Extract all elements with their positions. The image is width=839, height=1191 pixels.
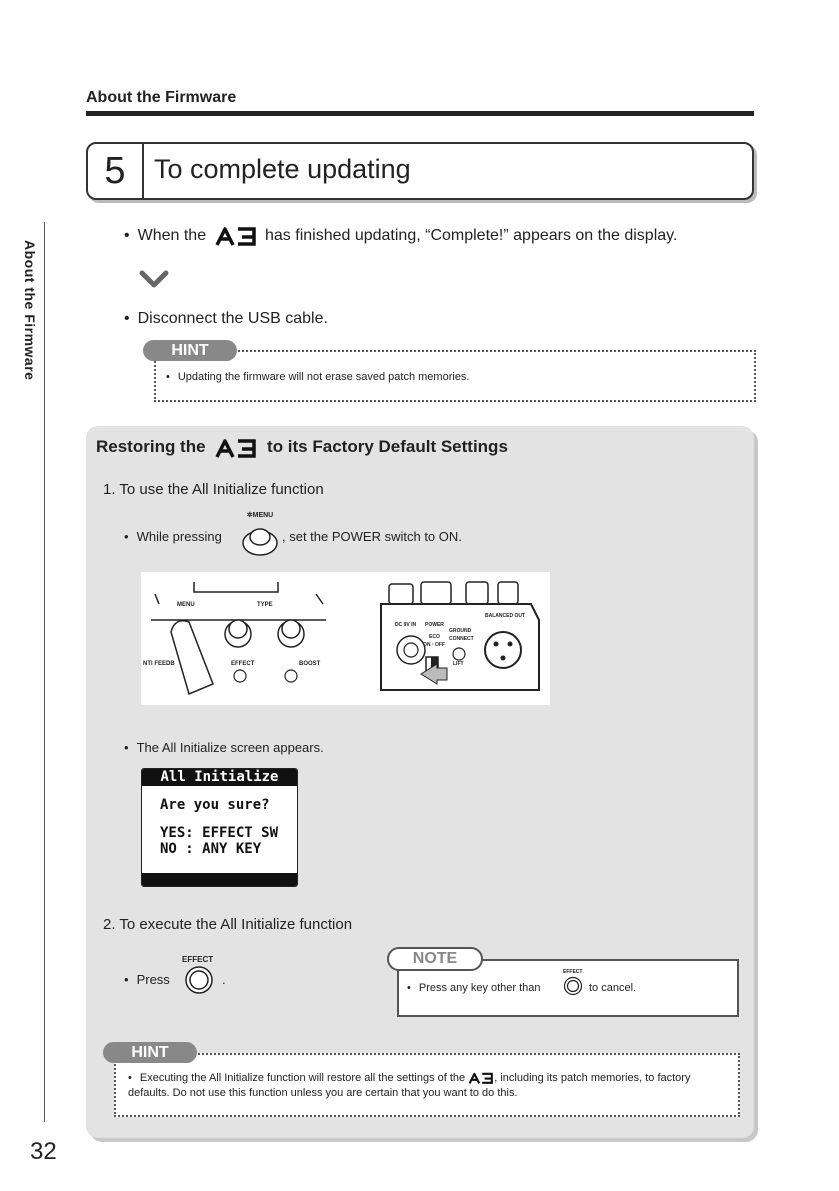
note-text-post: to cancel. — [589, 982, 637, 994]
screen-appears-bullet: • The All Initialize screen appears. — [124, 740, 324, 755]
photo-balanced-label: BALANCED OUT — [485, 613, 525, 619]
device-illustration — [141, 572, 550, 705]
device-drawing — [141, 572, 550, 705]
while-pressing-post: , set the POWER switch to ON. — [282, 529, 462, 544]
step-number: 5 — [88, 144, 144, 198]
photo-effect-label: EFFECT — [231, 661, 255, 667]
side-rule — [44, 222, 45, 1122]
note-text: • Press any key other than — [407, 982, 541, 994]
a3-logo-icon — [468, 1072, 494, 1084]
disconnect-text: Disconnect the USB cable. — [137, 310, 328, 327]
photo-menu-label: MENU — [177, 602, 195, 608]
effect-label: EFFECT — [182, 955, 214, 964]
effect-footswitch-icon — [563, 976, 583, 996]
footswitch-icon — [240, 521, 280, 557]
sub-heading-1: 1. To use the All Initialize function — [103, 481, 324, 498]
section-rule — [86, 111, 754, 116]
screen-appears-text: The All Initialize screen appears. — [136, 740, 324, 755]
sub-heading-2: 2. To execute the All Initialize function — [103, 916, 353, 933]
lcd-footer — [142, 873, 297, 886]
menu-switch — [240, 511, 280, 559]
press-bullet: • Press — [124, 972, 170, 987]
effect-footswitch-icon — [184, 965, 214, 995]
section-title: About the Firmware — [86, 89, 237, 106]
menu-label: MENU — [252, 512, 274, 519]
lcd-title: All Initialize — [142, 769, 297, 786]
hint-text-content: Updating the firmware will not erase saved patch memories. — [177, 371, 470, 383]
gear-icon: ✲ — [246, 512, 253, 519]
restore-title — [96, 437, 508, 458]
lcd-line-2: YES: EFFECT SW — [160, 825, 279, 841]
note-label: NOTE — [387, 947, 483, 971]
lcd-line-1: Are you sure? — [160, 797, 270, 813]
bullet-text-post: has finished updating, “Complete!” appears on the display. — [265, 227, 678, 245]
photo-power-label: POWER — [425, 622, 444, 628]
photo-boost-label: BOOST — [299, 661, 321, 667]
a3-logo-icon — [215, 226, 257, 246]
hint-label: HINT — [143, 340, 237, 361]
photo-ground-label: GROUND — [449, 628, 472, 634]
bullet-text-pre: When the — [137, 227, 207, 245]
side-label: About the Firmware — [22, 240, 38, 381]
photo-feedback-label: NTI FEEDB — [143, 661, 175, 667]
hint-2-post: , including its patch memories, to factory defaults. Do not use this function unless you are certain that you want to do this. — [128, 1072, 691, 1099]
press-text: Press — [136, 972, 170, 987]
lcd-screen — [141, 768, 298, 887]
page-number: 32 — [30, 1138, 57, 1165]
hint-2-pre: Executing the All Initialize function will restore all the settings of the — [139, 1072, 466, 1084]
step-heading — [86, 142, 754, 200]
hint-text-2: • Executing the All Initialize function will restore all the settings of the , including its patch memories, to factory defaults. Do not use this function unless you are certain that you want to do this. — [128, 1072, 691, 1099]
while-pressing-bullet: • While pressing — [124, 529, 222, 544]
photo-onoff-label: ON · OFF — [423, 642, 445, 648]
chevron-down-icon — [139, 270, 169, 288]
while-pressing-pre: While pressing — [136, 529, 222, 544]
press-period: . — [222, 972, 226, 987]
photo-type-label: TYPE — [257, 602, 273, 608]
restore-title-post: to its Factory Default Settings — [267, 437, 508, 456]
restore-title-pre: Restoring the — [96, 437, 206, 456]
photo-connect-label: CONNECT — [449, 636, 474, 642]
note-text-pre: Press any key other than — [418, 982, 541, 994]
complete-bullet: • When the has finished updating, “Complete!” appears on the display. — [124, 227, 678, 245]
a3-logo-icon — [214, 438, 258, 458]
photo-eco-label: ECO — [429, 634, 440, 640]
disconnect-bullet: • Disconnect the USB cable. — [124, 310, 328, 327]
hint-label-2: HINT — [103, 1042, 197, 1063]
lcd-line-3: NO : ANY KEY — [160, 841, 262, 857]
photo-dc-label: DC 9V IN — [395, 622, 417, 628]
hint-text: • Updating the firmware will not erase saved patch memories. — [166, 371, 470, 383]
step-title: To complete updating — [154, 154, 411, 184]
note-effect-label: EFFECT — [563, 969, 583, 975]
photo-lift-label: LIFT — [453, 661, 464, 667]
